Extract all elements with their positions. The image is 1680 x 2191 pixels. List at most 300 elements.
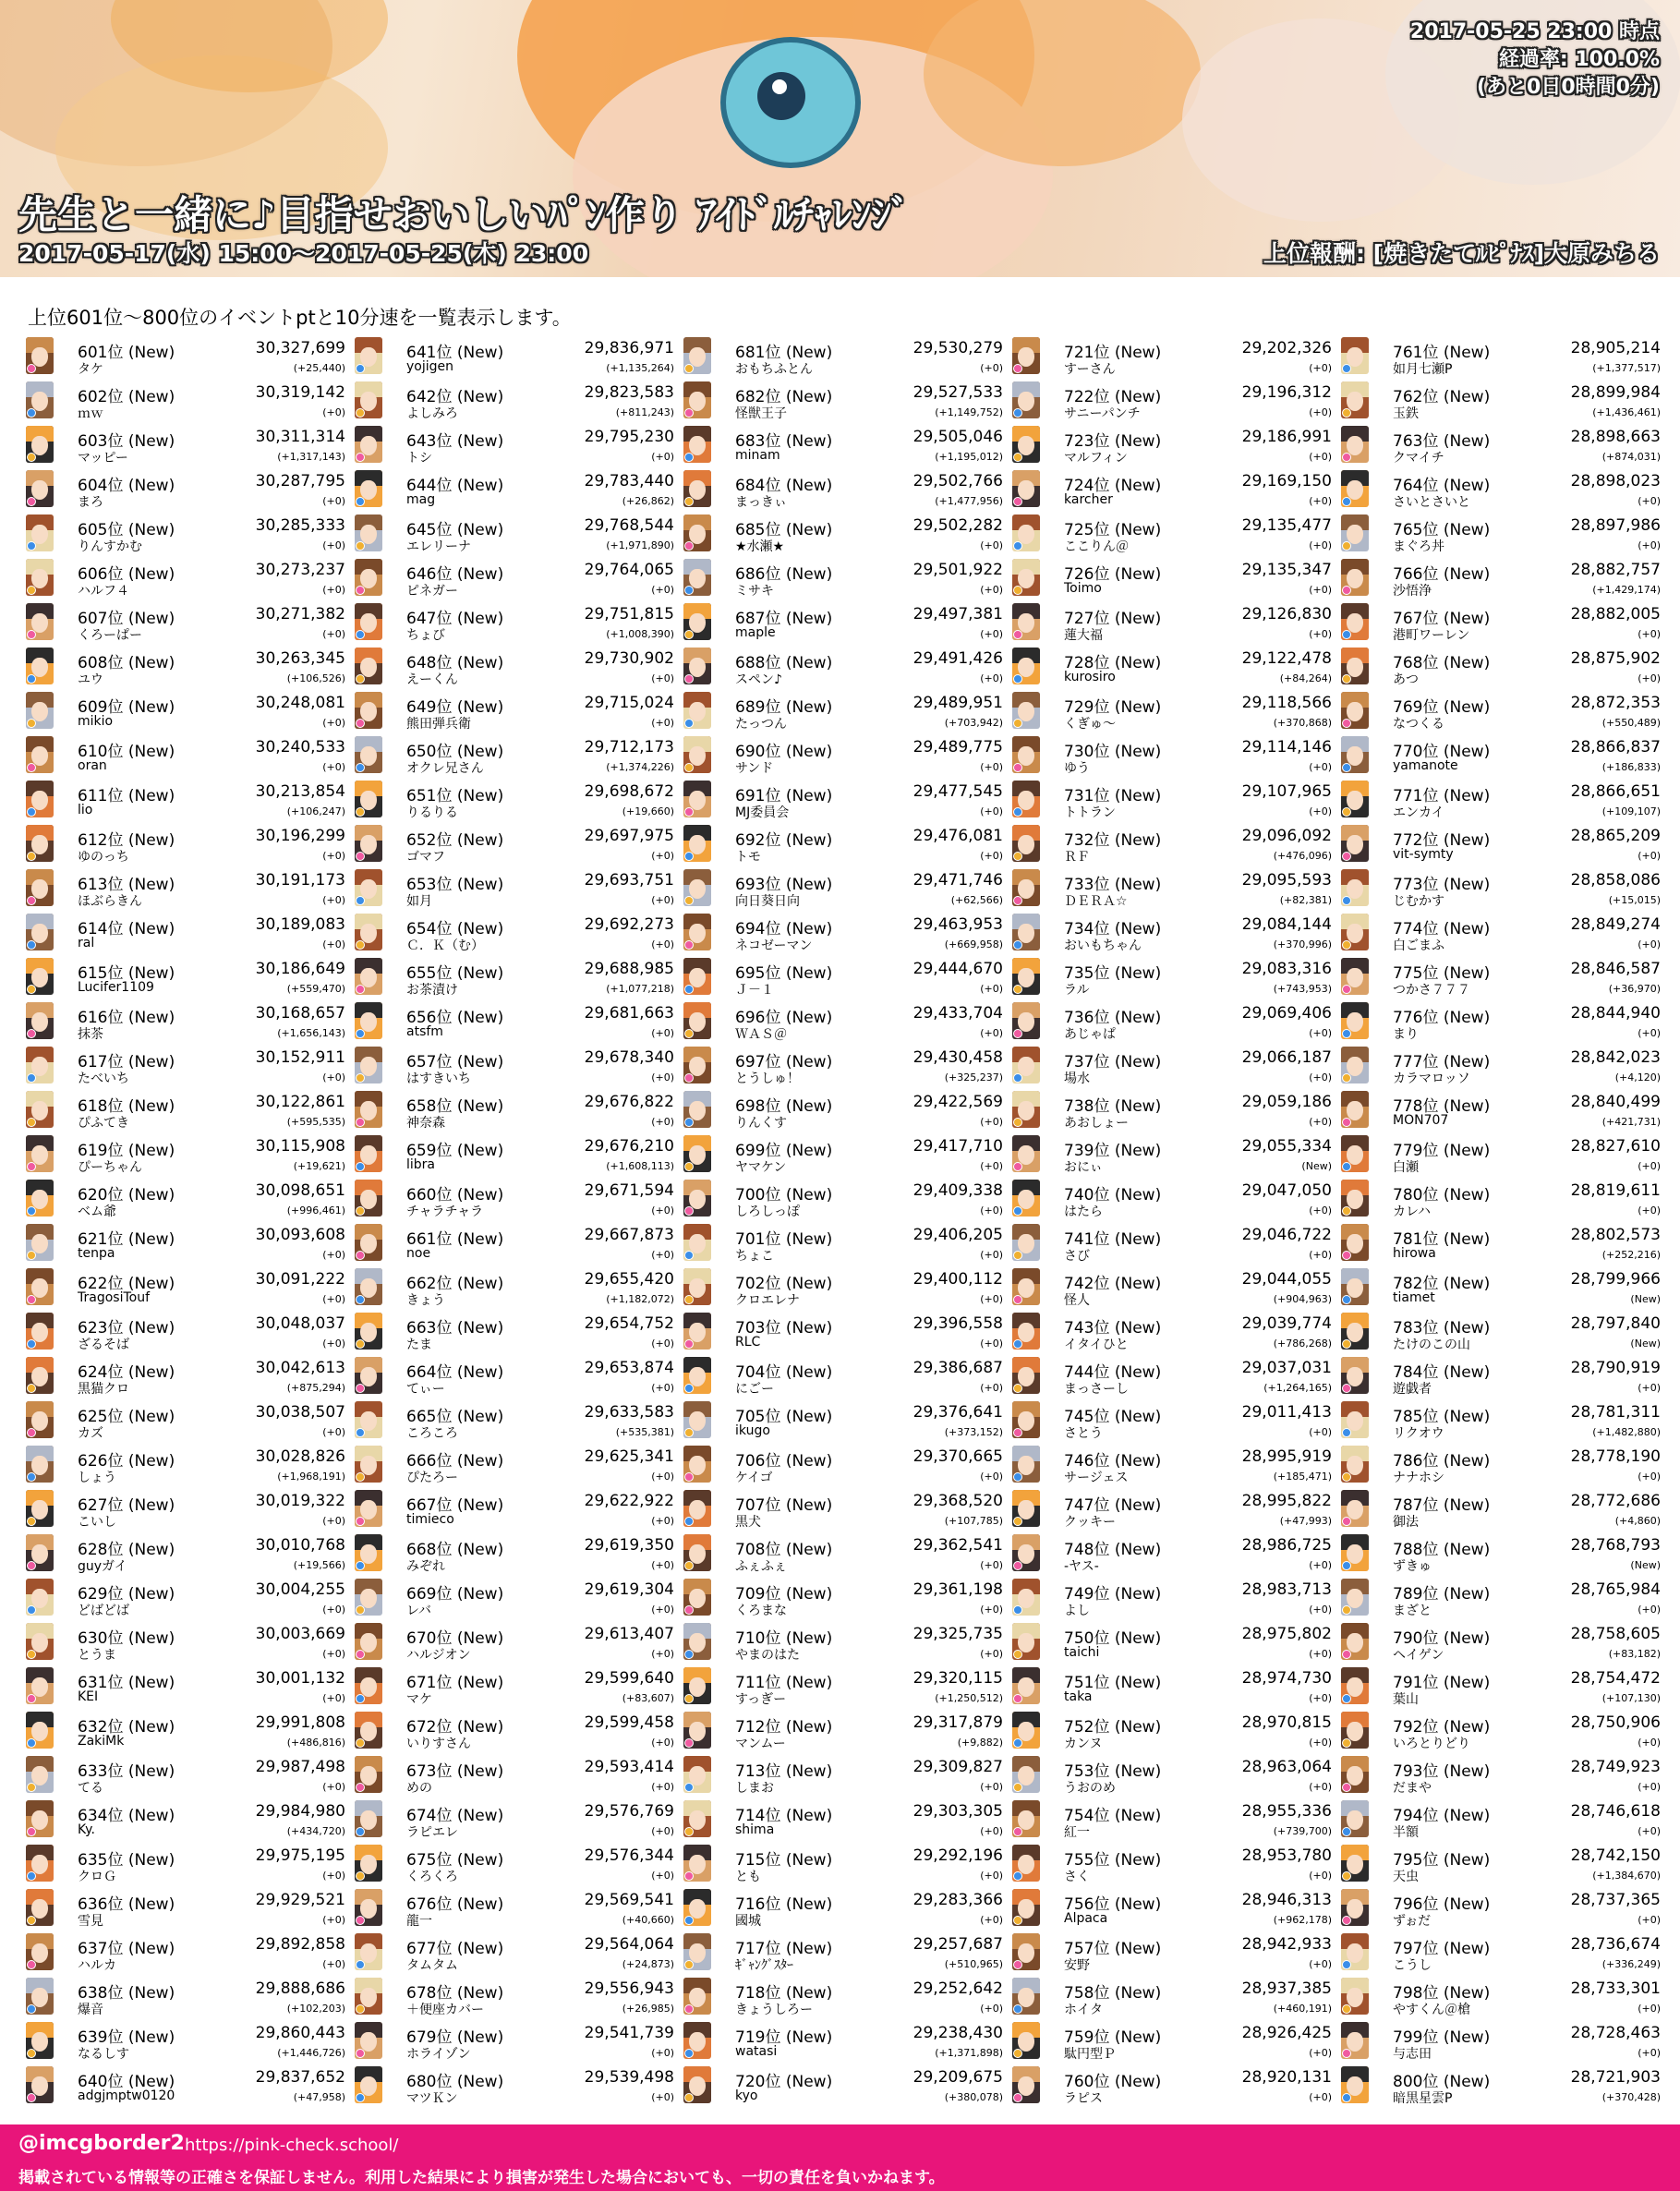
- ten-minute-delta: (+0): [980, 362, 1003, 374]
- player-name: おいもちゃん: [1064, 938, 1142, 953]
- ten-minute-delta: (+0): [1309, 2047, 1332, 2059]
- idol-avatar-icon: [26, 559, 54, 596]
- player-name: ｷﾞｬﾝｸﾞｽﾀｰ: [735, 1958, 793, 1973]
- player-name: やすくん＠槍: [1393, 2003, 1470, 2017]
- ten-minute-delta: (+1,264,165): [1263, 1382, 1332, 1394]
- player-name: taichi: [1064, 1645, 1100, 1660]
- player-name: ぴふてき: [78, 1116, 129, 1131]
- idol-avatar-icon: [683, 781, 711, 817]
- rank-label: 661位 (New): [406, 1230, 504, 1249]
- rank-label: 767位 (New): [1393, 610, 1491, 628]
- player-name: 如月七瀬P: [1393, 362, 1453, 377]
- player-name: チャラチャラ: [406, 1204, 484, 1219]
- ranking-entry: [24, 512, 353, 556]
- ranking-entry: [1339, 423, 1668, 467]
- player-name: まっきぃ: [735, 495, 787, 510]
- ranking-entry: [353, 467, 682, 512]
- ranking-entry: [1339, 600, 1668, 645]
- rank-label: 776位 (New): [1393, 1009, 1491, 1027]
- ten-minute-delta: (+83,182): [1608, 1648, 1661, 1660]
- ten-minute-delta: (+510,965): [944, 1958, 1003, 1970]
- event-points: 28,844,940: [1570, 1004, 1661, 1023]
- ten-minute-delta: (+0): [1638, 1204, 1661, 1217]
- player-name: ネコゼーマン: [735, 938, 813, 953]
- ranking-entry: [682, 1310, 1010, 1354]
- player-name: ベム爺: [78, 1204, 116, 1219]
- rank-label: 610位 (New): [78, 743, 175, 761]
- event-points: 28,897,986: [1570, 516, 1661, 535]
- event-points: 29,400,112: [913, 1270, 1003, 1289]
- event-points: 28,986,725: [1241, 1536, 1332, 1555]
- ten-minute-delta: (+0): [651, 717, 674, 729]
- event-points: 30,003,669: [255, 1625, 345, 1643]
- idol-avatar-icon: [1341, 2022, 1369, 2059]
- player-name: mikio: [78, 714, 114, 729]
- idol-avatar-icon: [355, 1180, 382, 1217]
- player-name: hirowa: [1393, 1246, 1436, 1261]
- ten-minute-delta: (+1,436,461): [1592, 406, 1661, 418]
- progress-rate: 経過率: 100.0%: [1498, 48, 1660, 71]
- rank-label: 696位 (New): [735, 1009, 833, 1027]
- rank-label: 621位 (New): [78, 1230, 175, 1249]
- ten-minute-delta: (+0): [980, 1293, 1003, 1305]
- rank-label: 629位 (New): [78, 1585, 175, 1604]
- rank-label: 606位 (New): [78, 565, 175, 584]
- rank-label: 627位 (New): [78, 1496, 175, 1515]
- ranking-entry: [24, 733, 353, 778]
- rank-label: 602位 (New): [78, 388, 175, 406]
- idol-avatar-icon: [683, 381, 711, 418]
- player-name: ケイゴ: [735, 1471, 773, 1485]
- player-name: クロエレナ: [735, 1293, 800, 1308]
- idol-avatar-icon: [355, 337, 382, 374]
- event-points: 29,186,991: [1241, 428, 1332, 446]
- idol-avatar-icon: [1341, 1357, 1369, 1394]
- player-name: ゆのっち: [78, 850, 129, 865]
- ten-minute-delta: (+1,317,143): [277, 451, 345, 463]
- ten-minute-delta: (+0): [322, 495, 345, 507]
- idol-avatar-icon: [1341, 559, 1369, 596]
- rank-label: 760位 (New): [1064, 2073, 1162, 2091]
- ranking-entry: [24, 999, 353, 1044]
- event-points: 29,783,440: [584, 472, 674, 490]
- ten-minute-delta: (+4,860): [1614, 1515, 1661, 1527]
- player-name: 遊戯者: [1393, 1382, 1432, 1397]
- ten-minute-delta: (+0): [1309, 1249, 1332, 1261]
- ten-minute-delta: (+0): [322, 628, 345, 640]
- ranking-entry: [1339, 467, 1668, 512]
- ten-minute-delta: (+25,440): [293, 362, 345, 374]
- player-name: ヘイゲン: [1393, 1648, 1444, 1663]
- ranking-entry: [24, 645, 353, 689]
- idol-avatar-icon: [1341, 869, 1369, 906]
- ten-minute-delta: (+0): [980, 1116, 1003, 1128]
- player-name: 半額: [1393, 1825, 1419, 1840]
- event-points: 28,733,301: [1570, 1979, 1661, 1998]
- player-name: うおのめ: [1064, 1781, 1116, 1796]
- ten-minute-delta: (+0): [980, 983, 1003, 995]
- idol-avatar-icon: [683, 1268, 711, 1305]
- event-points: 30,311,314: [255, 428, 345, 446]
- ten-minute-delta: (+15,015): [1608, 894, 1661, 906]
- rank-label: 669位 (New): [406, 1585, 504, 1604]
- event-points: 28,898,023: [1570, 472, 1661, 490]
- ranking-entry: [682, 1842, 1010, 1886]
- player-name: 怪人: [1064, 1293, 1090, 1308]
- ranking-entry: [682, 1753, 1010, 1798]
- rank-label: 637位 (New): [78, 1940, 175, 1958]
- ranking-entry: [353, 1798, 682, 1842]
- idol-avatar-icon: [355, 1313, 382, 1350]
- rank-label: 680位 (New): [406, 2073, 504, 2091]
- event-points: 28,750,906: [1570, 1713, 1661, 1732]
- player-name: カズ: [78, 1426, 103, 1441]
- event-points: 29,751,815: [584, 605, 674, 623]
- idol-avatar-icon: [355, 1756, 382, 1793]
- player-name: 紅一: [1064, 1825, 1090, 1840]
- rank-label: 795位 (New): [1393, 1851, 1491, 1870]
- player-name: ホイタ: [1064, 2003, 1103, 2017]
- idol-avatar-icon: [1341, 1002, 1369, 1039]
- ten-minute-delta: (+0): [1638, 539, 1661, 551]
- event-points: 29,409,338: [913, 1181, 1003, 1200]
- idol-avatar-icon: [1012, 381, 1040, 418]
- player-name: ずきゅ: [1393, 1559, 1432, 1574]
- event-points: 29,564,064: [584, 1935, 674, 1954]
- rank-label: 743位 (New): [1064, 1319, 1162, 1338]
- player-name: ころころ: [406, 1426, 458, 1441]
- idol-avatar-icon: [1012, 1579, 1040, 1616]
- ranking-entry: [353, 600, 682, 645]
- player-name: 熊田弾兵衛: [406, 717, 471, 732]
- event-points: 28,858,086: [1570, 871, 1661, 890]
- event-points: 29,619,304: [584, 1580, 674, 1599]
- player-name: あじゃぱ: [1064, 1027, 1116, 1042]
- rank-label: 653位 (New): [406, 876, 504, 894]
- idol-avatar-icon: [26, 2022, 54, 2059]
- player-name: KEI: [78, 1689, 99, 1704]
- rank-label: 656位 (New): [406, 1009, 504, 1027]
- event-points: 29,929,521: [255, 1891, 345, 1909]
- player-name: まざと: [1393, 1604, 1432, 1618]
- ranking-entry: [1010, 2019, 1339, 2064]
- rank-label: 777位 (New): [1393, 1053, 1491, 1071]
- player-name: tenpa: [78, 1246, 115, 1261]
- ranking-entry: [1010, 2064, 1339, 2108]
- ten-minute-delta: (+0): [980, 539, 1003, 551]
- rank-label: 603位 (New): [78, 432, 175, 451]
- ranking-entry: [353, 1709, 682, 1753]
- ranking-entry: [1339, 512, 1668, 556]
- idol-avatar-icon: [26, 1623, 54, 1660]
- idol-avatar-icon: [683, 958, 711, 995]
- ten-minute-delta: (+0): [651, 1515, 674, 1527]
- ranking-entry: [353, 689, 682, 733]
- event-points: 29,046,722: [1241, 1226, 1332, 1244]
- idol-avatar-icon: [355, 1047, 382, 1083]
- ten-minute-delta: (+0): [980, 805, 1003, 817]
- rank-label: 609位 (New): [78, 698, 175, 717]
- snapshot-time: 2017-05-25 23:00 時点: [1409, 20, 1660, 43]
- event-points: 30,287,795: [255, 472, 345, 490]
- ten-minute-delta: (+0): [980, 1027, 1003, 1039]
- event-points: 30,038,507: [255, 1403, 345, 1422]
- player-name: すーさん: [1064, 362, 1116, 377]
- player-name: minam: [735, 448, 780, 463]
- event-points: 28,799,966: [1570, 1270, 1661, 1289]
- idol-avatar-icon: [26, 381, 54, 418]
- ten-minute-delta: (+0): [322, 584, 345, 596]
- event-points: 29,633,583: [584, 1403, 674, 1422]
- ten-minute-delta: (+703,942): [944, 717, 1003, 729]
- ten-minute-delta: (+1,608,113): [606, 1160, 674, 1172]
- idol-avatar-icon: [355, 869, 382, 906]
- idol-avatar-icon: [1341, 426, 1369, 463]
- player-name: くろーぱー: [78, 628, 142, 643]
- ranking-entry: [1339, 999, 1668, 1044]
- event-points: 29,593,414: [584, 1758, 674, 1776]
- event-points: 29,860,443: [255, 2024, 345, 2042]
- rank-label: 720位 (New): [735, 2073, 833, 2091]
- ten-minute-delta: (+1,446,726): [277, 2047, 345, 2059]
- event-points: 29,613,407: [584, 1625, 674, 1643]
- player-name: yojigen: [406, 359, 454, 374]
- ten-minute-delta: (+0): [980, 1338, 1003, 1350]
- event-points: 29,730,902: [584, 649, 674, 668]
- player-name: たま: [406, 1338, 432, 1352]
- idol-avatar-icon: [355, 1135, 382, 1172]
- event-points: 29,653,874: [584, 1359, 674, 1377]
- idol-avatar-icon: [1341, 603, 1369, 640]
- player-name: ここりん＠: [1064, 539, 1129, 554]
- player-name: めの: [406, 1781, 432, 1796]
- ranking-entry: [24, 1531, 353, 1576]
- ten-minute-delta: (+1,008,390): [606, 628, 674, 640]
- player-name: MON707: [1393, 1113, 1449, 1128]
- rank-label: 665位 (New): [406, 1408, 504, 1426]
- rank-label: 729位 (New): [1064, 698, 1162, 717]
- player-name: -ヤス-: [1064, 1559, 1099, 1574]
- ten-minute-delta: (+1,384,670): [1592, 1870, 1661, 1882]
- player-name: ちょこ: [735, 1249, 774, 1264]
- event-points: 29,257,687: [913, 1935, 1003, 1954]
- ten-minute-delta: (+0): [322, 1781, 345, 1793]
- player-name: 怪獣王子: [735, 406, 787, 421]
- ten-minute-delta: (+486,816): [286, 1737, 345, 1749]
- idol-avatar-icon: [1012, 958, 1040, 995]
- player-name: きょう: [406, 1293, 445, 1308]
- idol-avatar-icon: [1012, 1313, 1040, 1350]
- ranking-entry: [353, 1531, 682, 1576]
- rank-label: 681位 (New): [735, 344, 833, 362]
- ranking-entry: [682, 911, 1010, 955]
- rank-label: 692位 (New): [735, 831, 833, 850]
- player-name: 与志田: [1393, 2047, 1432, 2062]
- idol-avatar-icon: [1341, 1889, 1369, 1926]
- event-points: 28,974,730: [1241, 1669, 1332, 1688]
- ranking-entry: [1010, 1886, 1339, 1931]
- ten-minute-delta: (+0): [980, 1249, 1003, 1261]
- ranking-entry: [353, 512, 682, 556]
- idol-avatar-icon: [683, 1401, 711, 1438]
- ranking-entry: [1339, 1044, 1668, 1088]
- rank-label: 644位 (New): [406, 477, 504, 495]
- ten-minute-delta: (+47,993): [1279, 1515, 1332, 1527]
- rank-label: 726位 (New): [1064, 565, 1162, 584]
- event-points: 29,693,751: [584, 871, 674, 890]
- idol-avatar-icon: [355, 1091, 382, 1128]
- site-link[interactable]: https://pink-check.school/: [185, 2136, 399, 2155]
- event-points: 29,837,652: [255, 2068, 345, 2087]
- ranking-entry: [1010, 556, 1339, 600]
- idol-avatar-icon: [26, 1313, 54, 1350]
- idol-avatar-icon: [1341, 1579, 1369, 1616]
- ranking-entry: [353, 1975, 682, 2019]
- ranking-entry: [1339, 1531, 1668, 1576]
- ranking-entry: [353, 1664, 682, 1709]
- twitter-handle[interactable]: @imcgborder2: [18, 2132, 185, 2155]
- ranking-entry: [682, 1265, 1010, 1310]
- idol-avatar-icon: [355, 736, 382, 773]
- rank-label: 636位 (New): [78, 1895, 175, 1914]
- rank-label: 770位 (New): [1393, 743, 1491, 761]
- ranking-entry: [682, 379, 1010, 423]
- ten-minute-delta: (+0): [1638, 2047, 1661, 2059]
- idol-avatar-icon: [26, 736, 54, 773]
- ranking-entry: [682, 733, 1010, 778]
- ten-minute-delta: (+370,428): [1601, 2091, 1661, 2103]
- ten-minute-delta: (New): [1301, 1160, 1332, 1172]
- rank-label: 766位 (New): [1393, 565, 1491, 584]
- ten-minute-delta: (+62,566): [950, 894, 1003, 906]
- ten-minute-delta: (+0): [651, 1870, 674, 1882]
- rank-label: 789位 (New): [1393, 1585, 1491, 1604]
- event-points: 30,010,768: [255, 1536, 345, 1555]
- ten-minute-delta: (+874,031): [1601, 451, 1661, 463]
- idol-avatar-icon: [26, 1357, 54, 1394]
- idol-avatar-icon: [1341, 1978, 1369, 2015]
- rank-label: 615位 (New): [78, 964, 175, 983]
- event-points: 29,069,406: [1241, 1004, 1332, 1023]
- ten-minute-delta: (+1,195,012): [935, 451, 1003, 463]
- ten-minute-delta: (+0): [980, 761, 1003, 773]
- rank-label: 758位 (New): [1064, 1984, 1162, 2003]
- rank-label: 687位 (New): [735, 610, 833, 628]
- player-name: まぐろ丼: [1393, 539, 1444, 554]
- event-points: 28,975,802: [1241, 1625, 1332, 1643]
- rank-label: 733位 (New): [1064, 876, 1162, 894]
- event-points: 29,126,830: [1241, 605, 1332, 623]
- event-points: 29,169,150: [1241, 472, 1332, 490]
- ranking-entry: [1339, 1931, 1668, 1975]
- idol-avatar-icon: [1012, 1845, 1040, 1882]
- idol-avatar-icon: [355, 514, 382, 551]
- player-name: 場水: [1064, 1071, 1090, 1086]
- player-name: ｍｗ: [78, 406, 103, 421]
- idol-avatar-icon: [1012, 1002, 1040, 1039]
- rank-label: 670位 (New): [406, 1629, 504, 1648]
- ranking-entry: [1010, 1620, 1339, 1664]
- player-name: マケ: [406, 1692, 432, 1707]
- rank-label: 787位 (New): [1393, 1496, 1491, 1515]
- player-name: はたら: [1064, 1204, 1103, 1219]
- idol-avatar-icon: [1012, 869, 1040, 906]
- idol-avatar-icon: [1012, 514, 1040, 551]
- player-name: 向日葵日向: [735, 894, 800, 909]
- ten-minute-delta: (+373,152): [944, 1426, 1003, 1438]
- ranking-entry: [682, 778, 1010, 822]
- ten-minute-delta: (+875,294): [286, 1382, 345, 1394]
- idol-avatar-icon: [1341, 1800, 1369, 1837]
- ten-minute-delta: (+0): [651, 2047, 674, 2059]
- event-points: 29,047,050: [1241, 1181, 1332, 1200]
- event-points: 30,248,081: [255, 694, 345, 712]
- event-points: 28,742,150: [1570, 1846, 1661, 1865]
- ranking-entry: [353, 778, 682, 822]
- rank-label: 645位 (New): [406, 521, 504, 539]
- rank-label: 658位 (New): [406, 1097, 504, 1116]
- event-points: 29,599,640: [584, 1669, 674, 1688]
- rank-label: 686位 (New): [735, 565, 833, 584]
- event-points: 29,044,055: [1241, 1270, 1332, 1289]
- rank-label: 706位 (New): [735, 1452, 833, 1471]
- event-points: 29,576,344: [584, 1846, 674, 1865]
- event-points: 28,866,837: [1570, 738, 1661, 757]
- ranking-entry: [1339, 1177, 1668, 1221]
- event-points: 30,285,333: [255, 516, 345, 535]
- event-points: 29,489,775: [913, 738, 1003, 757]
- rank-label: 633位 (New): [78, 1762, 175, 1781]
- ten-minute-delta: (+0): [980, 1914, 1003, 1926]
- rank-label: 727位 (New): [1064, 610, 1162, 628]
- idol-avatar-icon: [26, 1268, 54, 1305]
- ranking-entry: [1339, 733, 1668, 778]
- rank-label: 699位 (New): [735, 1142, 833, 1160]
- ten-minute-delta: (+0): [980, 1781, 1003, 1793]
- rank-label: 722位 (New): [1064, 388, 1162, 406]
- event-points: 30,186,649: [255, 960, 345, 978]
- idol-avatar-icon: [683, 1623, 711, 1660]
- rank-label: 691位 (New): [735, 787, 833, 805]
- ranking-entry: [24, 467, 353, 512]
- event-points: 30,001,132: [255, 1669, 345, 1688]
- idol-avatar-icon: [683, 470, 711, 507]
- ranking-entry: [24, 1664, 353, 1709]
- ten-minute-delta: (+0): [980, 628, 1003, 640]
- idol-avatar-icon: [683, 692, 711, 729]
- ranking-entry: [24, 2064, 353, 2108]
- player-name: watasi: [735, 2044, 778, 2059]
- rank-label: 718位 (New): [735, 1984, 833, 2003]
- idol-avatar-icon: [26, 1756, 54, 1793]
- idol-avatar-icon: [1341, 514, 1369, 551]
- rank-label: 679位 (New): [406, 2028, 504, 2047]
- event-points: 29,681,663: [584, 1004, 674, 1023]
- ten-minute-delta: (+0): [1309, 1648, 1332, 1660]
- ranking-entry: [1339, 1443, 1668, 1487]
- idol-avatar-icon: [1341, 1623, 1369, 1660]
- player-name: ヤマケン: [735, 1160, 787, 1175]
- ranking-entry: [353, 2064, 682, 2108]
- ten-minute-delta: (+0): [1638, 2003, 1661, 2015]
- ten-minute-delta: (+0): [980, 1204, 1003, 1217]
- idol-avatar-icon: [26, 1579, 54, 1616]
- ranking-entry: [1010, 1265, 1339, 1310]
- ranking-entry: [1339, 1576, 1668, 1620]
- event-points: 30,004,255: [255, 1580, 345, 1599]
- ranking-entry: [682, 955, 1010, 999]
- idol-avatar-icon: [1341, 1268, 1369, 1305]
